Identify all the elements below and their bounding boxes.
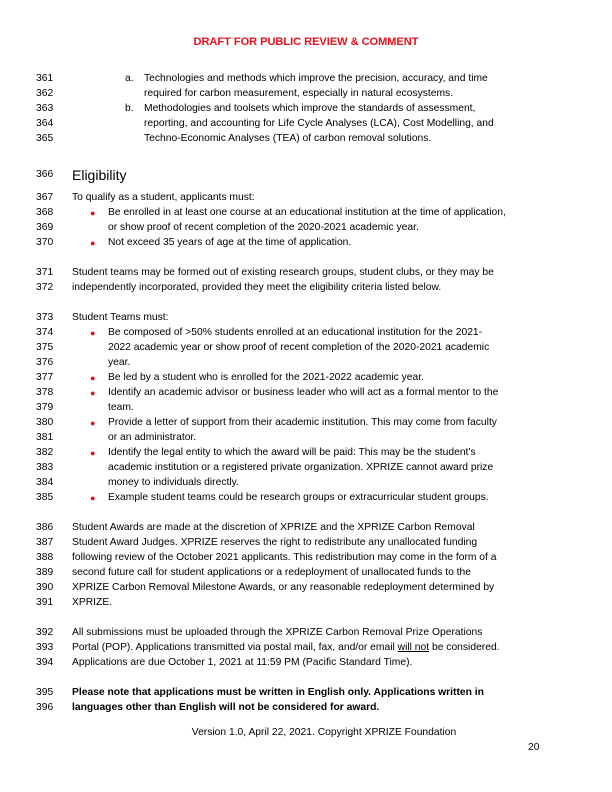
section-heading: Eligibility (72, 167, 127, 183)
line-number: 372 (36, 282, 54, 293)
page-number: 20 (528, 742, 540, 753)
list-marker-b: b. (125, 103, 134, 114)
list-item-b-line: reporting, and accounting for Life Cycle Analyses (LCA), Cost Modelling, and (144, 118, 494, 129)
bullet-icon: ● (90, 328, 96, 338)
line-number: 376 (36, 357, 54, 368)
line-number: 371 (36, 267, 54, 278)
paragraph-line: Student Award Judges. XPRIZE reserves the right to redistribute any unallocated funding (72, 537, 478, 548)
paragraph-line: XPRIZE. (72, 597, 113, 608)
bullet-text: or show proof of recent completion of the 2020-2021 academic year. (108, 222, 419, 233)
paragraph-line: following review of the October 2021 applicants. This redistribution may come in the form of a (72, 552, 497, 563)
bullet-text: money to individuals directly. (108, 477, 239, 488)
line-number: 379 (36, 402, 54, 413)
line-number: 367 (36, 192, 54, 203)
page-footer: Version 1.0, April 22, 2021. Copyright XPRIZE Foundation (191, 727, 457, 738)
paragraph-line: XPRIZE Carbon Removal Milestone Awards, or any reasonable redeployment determined by (72, 582, 495, 593)
line-number: 366 (36, 169, 54, 180)
bullet-icon: ● (90, 238, 96, 248)
bullet-icon: ● (90, 448, 96, 458)
line-number: 393 (36, 642, 54, 653)
bullet-text: academic institution or a registered private organization. XPRIZE cannot award prize (108, 462, 494, 473)
line-number: 389 (36, 567, 54, 578)
line-number: 361 (36, 73, 54, 84)
line-number: 385 (36, 492, 54, 503)
paragraph-line (72, 641, 500, 655)
bullet-text: Be enrolled in at least one course at an educational institution at the time of application, (108, 207, 506, 218)
paragraph-line: Student Awards are made at the discretion of XPRIZE and the XPRIZE Carbon Removal (72, 522, 475, 533)
line-number: 363 (36, 103, 54, 114)
bullet-icon: ● (90, 418, 96, 428)
bullet-text: 2022 academic year or show proof of recent completion of the 2020-2021 academic (108, 342, 490, 353)
bullet-icon: ● (90, 373, 96, 383)
bullet-text: team. (108, 402, 134, 413)
text-span: Portal (POP). Applications transmitted via postal mail, fax, and/or email (72, 642, 398, 653)
line-number: 375 (36, 342, 54, 353)
list-item-a-line: required for carbon measurement, especially in natural ecosystems. (144, 88, 454, 99)
paragraph-line: Student teams may be formed out of existing research groups, student clubs, or they may be (72, 267, 494, 278)
bullet-text: year. (108, 357, 131, 368)
line-number: 381 (36, 432, 54, 443)
bullet-text: Identify the legal entity to which the award will be paid: This may be the student’s (108, 447, 476, 458)
draft-header: DRAFT FOR PUBLIC REVIEW & COMMENT (193, 36, 419, 48)
paragraph-line: independently incorporated, provided they meet the eligibility criteria listed below. (72, 282, 442, 293)
bullet-text: Be composed of >50% students enrolled at an educational institution for the 2021- (108, 327, 483, 338)
note-line: Please note that applications must be written in English only. Applications written in (72, 687, 484, 698)
paragraph-line: All submissions must be uploaded through the XPRIZE Carbon Removal Prize Operations (72, 627, 483, 638)
list-item-a-line: Technologies and methods which improve the precision, accuracy, and time (144, 73, 488, 84)
bullet-text: Identify an academic advisor or business leader who will act as a formal mentor to the (108, 387, 499, 398)
paragraph-line: To qualify as a student, applicants must: (72, 192, 255, 203)
line-number: 374 (36, 327, 54, 338)
line-number: 383 (36, 462, 54, 473)
list-item-b-line: Techno-Economic Analyses (TEA) of carbon removal solutions. (144, 133, 432, 144)
line-number: 396 (36, 702, 54, 713)
line-number: 368 (36, 207, 54, 218)
line-number: 370 (36, 237, 54, 248)
line-number: 380 (36, 417, 54, 428)
line-number: 364 (36, 118, 54, 129)
line-number: 365 (36, 133, 54, 144)
note-line: languages other than English will not be considered for award. (72, 702, 380, 713)
line-number: 392 (36, 627, 54, 638)
line-number: 362 (36, 88, 54, 99)
line-number: 395 (36, 687, 54, 698)
line-number: 382 (36, 447, 54, 458)
paragraph-line: Applications are due October 1, 2021 at 11:59 PM (Pacific Standard Time). (72, 657, 413, 668)
bullet-text: Not exceed 35 years of age at the time of application. (108, 237, 352, 248)
bullet-icon: ● (90, 208, 96, 218)
bullet-text: or an administrator. (108, 432, 197, 443)
line-number: 394 (36, 657, 54, 668)
bullet-icon: ● (90, 388, 96, 398)
underlined-text: will not (397, 642, 430, 653)
paragraph-line: second future call for student applications or a redeployment of unallocated funds to the (72, 567, 471, 578)
paragraph-line: Student Teams must: (72, 312, 169, 323)
line-number: 369 (36, 222, 54, 233)
list-item-b-line: Methodologies and toolsets which improve the standards of assessment, (144, 103, 476, 114)
bullet-icon: ● (90, 493, 96, 503)
line-number: 390 (36, 582, 54, 593)
text-span: be considered. (429, 642, 500, 653)
bullet-text: Provide a letter of support from their academic institution. This may come from faculty (108, 417, 497, 428)
line-number: 377 (36, 372, 54, 383)
line-number: 387 (36, 537, 54, 548)
line-number: 391 (36, 597, 54, 608)
line-number: 378 (36, 387, 54, 398)
list-marker-a: a. (125, 73, 134, 84)
line-number: 373 (36, 312, 54, 323)
bullet-text: Be led by a student who is enrolled for the 2021-2022 academic year. (108, 372, 424, 383)
line-number: 386 (36, 522, 54, 533)
bullet-text: Example student teams could be research groups or extracurricular student groups. (108, 492, 489, 503)
line-number: 388 (36, 552, 54, 563)
line-number: 384 (36, 477, 54, 488)
